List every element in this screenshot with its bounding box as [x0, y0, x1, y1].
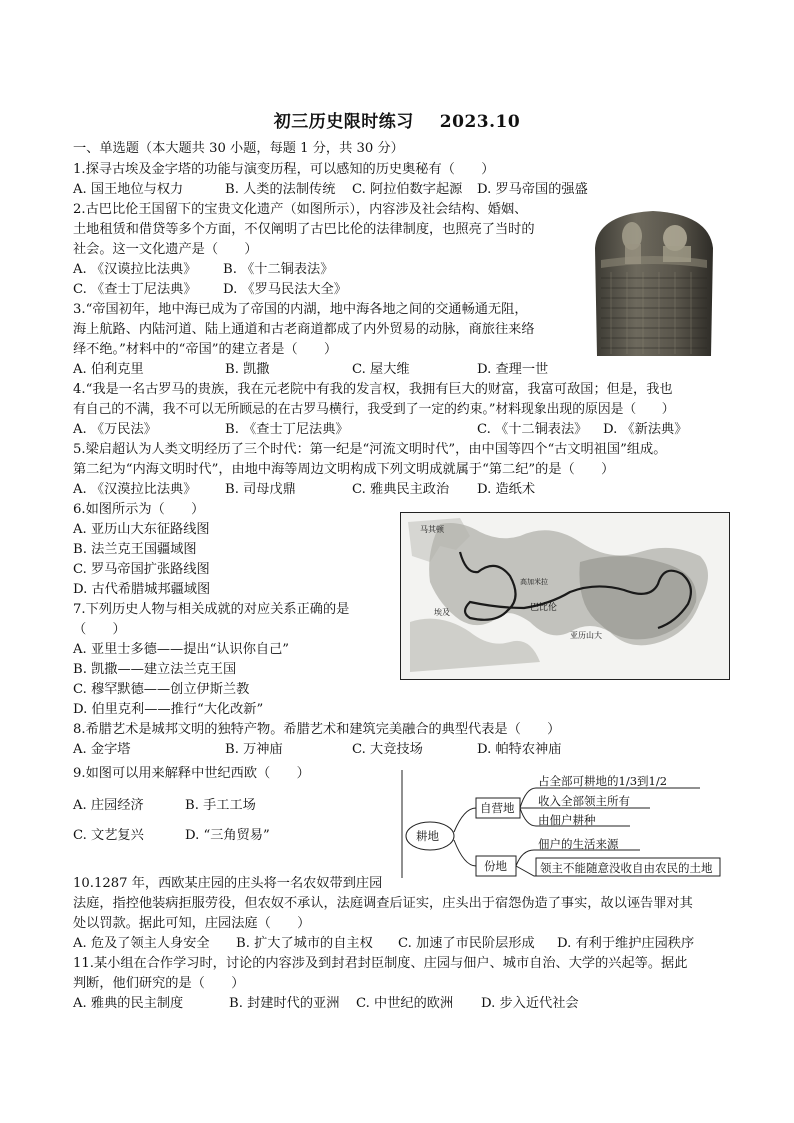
q3-option-a[interactable]: A. 伯利克里	[73, 362, 144, 377]
q4-option-a[interactable]: A. 《万民法》	[73, 422, 157, 437]
diagram-demesne-farmed: 由佃户耕种	[538, 813, 596, 827]
q5-option-a[interactable]: A. 《汉漠拉比法典》	[73, 482, 197, 497]
alexander-campaign-map	[400, 512, 730, 680]
diagram-tenancy-livelihood: 佃户的生活来源	[538, 837, 619, 851]
diagram-node-demesne: 自营地	[480, 801, 515, 815]
diagram-root: 耕地	[416, 829, 439, 843]
map-label-route: 亚历山大	[570, 631, 602, 640]
section-heading: 一、单选题（本大题共 30 小题，每题 1 分，共 30 分）	[73, 141, 404, 156]
q4-line-2: 有自己的不满，我不可以无所顾忌的在古罗马横行，我受到了一定的约束。”材料现象出现的原因是（ ）	[73, 402, 675, 417]
title-text: 初三历史限时练习	[273, 112, 414, 132]
q9-stem: 9.如图可以用来解释中世纪西欧（ ）	[73, 766, 310, 781]
q1-option-a[interactable]: A. 国王地位与权力	[73, 182, 184, 197]
q7-option-b[interactable]: B. 凯撒——建立法兰克王国	[73, 662, 237, 677]
q10-option-d[interactable]: D. 有利于维护庄园秩序	[557, 936, 695, 951]
q8-option-c[interactable]: C. 大竞技场	[352, 742, 423, 757]
q4-option-c[interactable]: C. 《十二铜表法》	[477, 422, 588, 437]
q7-option-c[interactable]: C. 穆罕默德——创立伊斯兰教	[73, 682, 250, 697]
diagram-demesne-share: 占全部可耕地的1/3到1/2	[538, 774, 668, 788]
q7-line-1: 7.下列历史人物与相关成就的对应关系正确的是	[73, 602, 350, 617]
q7-line-2: （ ）	[73, 622, 126, 637]
q10-line-3: 处以罚款。据此可知，庄园法庭（ ）	[73, 916, 311, 931]
q2-line-1: 2.古巴比伦王国留下的宝贵文化遗产（如图所示），内容涉及社会结构、婚姻、	[73, 202, 528, 217]
q8-option-a[interactable]: A. 金字塔	[73, 742, 131, 757]
q11-option-b[interactable]: B. 封建时代的亚洲	[229, 996, 340, 1011]
q6-option-a[interactable]: A. 亚历山大东征路线图	[73, 522, 210, 537]
q9-option-c[interactable]: C. 文艺复兴	[73, 828, 144, 843]
q1-option-c[interactable]: C. 阿拉伯数字起源	[352, 182, 463, 197]
q10-line-1: 10.1287 年，西欧某庄园的庄头将一名农奴带到庄园	[73, 876, 383, 891]
q2-line-2: 土地租赁和借贷等多个方面，不仅阐明了古巴比伦的法律制度，也照亮了当时的	[73, 222, 535, 237]
q6-option-b[interactable]: B. 法兰克王国疆域图	[73, 542, 197, 557]
q5-line-2: 第二纪为“内海文明时代”，由地中海等周边文明构成下列文明成就属于“第二纪”的是（ ）	[73, 462, 615, 477]
q6-option-c[interactable]: C. 罗马帝国扩张路线图	[73, 562, 210, 577]
q3-line-1: 3.“帝国初年，地中海已成为了帝国的内湖，地中海各地之间的交通畅通无阻，	[73, 302, 528, 317]
q4-line-1: 4.“我是一名古罗马的贵族，我在元老院中有我的发言权，我拥有巨大的财富，我富可敌国；但是，我也	[73, 382, 673, 397]
q2-option-a[interactable]: A. 《汉谟拉比法典》	[73, 262, 197, 277]
manor-land-diagram	[400, 770, 730, 880]
q1-option-d[interactable]: D. 罗马帝国的强盛	[477, 182, 588, 197]
q1-stem: 1.探寻古埃及金字塔的功能与演变历程，可以感知的历史奥秘有（ ）	[73, 162, 495, 177]
q3-line-3: 绎不绝。”材料中的“帝国”的建立者是（ ）	[73, 342, 338, 357]
map-label-babylon: 巴比伦	[530, 603, 558, 613]
q6-stem: 6.如图所示为（ ）	[73, 502, 205, 517]
q10-option-a[interactable]: A. 危及了领主人身安全	[73, 936, 210, 951]
q2-option-b[interactable]: B. 《十二铜表法》	[223, 262, 334, 277]
q11-option-a[interactable]: A. 雅典的民主制度	[73, 996, 184, 1011]
page-title	[0, 107, 794, 132]
q9-option-d[interactable]: D. “三角贸易”	[185, 828, 270, 843]
q5-line-1: 5.梁启超认为人类文明经历了三个时代：第一纪是“河流文明时代”，由中国等四个“古文明祖国”组成。	[73, 442, 667, 457]
q7-option-d[interactable]: D. 伯里克利——推行“大化改新”	[73, 702, 264, 717]
map-label-macedonia: 马其顿	[420, 525, 444, 534]
title-date: 2023.10	[439, 112, 521, 132]
diagram-tenancy-rule: 领主不能随意没收自由农民的土地	[540, 861, 713, 875]
hammurabi-stele-image	[587, 208, 720, 357]
q3-option-c[interactable]: C. 屋大维	[352, 362, 410, 377]
q4-option-d[interactable]: D. 《新法典》	[603, 422, 688, 437]
q3-option-d[interactable]: D. 查理一世	[477, 362, 549, 377]
q3-line-2: 海上航路、内陆河道、陆上通道和古老商道都成了内外贸易的动脉，商旅往来络	[73, 322, 535, 337]
q10-line-2: 法庭，指控他装病拒服劳役，但农奴不承认，法庭调查后证实，庄头出于宿怨伪造了事实，故以诬告罪对其	[73, 896, 693, 911]
q1-option-b[interactable]: B. 人类的法制传统	[225, 182, 336, 197]
q10-option-c[interactable]: C. 加速了市民阶层形成	[398, 936, 535, 951]
diagram-demesne-income: 收入全部领主所有	[538, 794, 630, 808]
q6-option-d[interactable]: D. 古代希腊城邦疆域图	[73, 582, 211, 597]
q10-option-b[interactable]: B. 扩大了城市的自主权	[236, 936, 373, 951]
q9-option-b[interactable]: B. 手工工场	[185, 798, 256, 813]
q8-option-d[interactable]: D. 帕特农神庙	[477, 742, 562, 757]
map-label-gaugamela: 高加米拉	[520, 578, 548, 586]
diagram-node-tenancy: 份地	[484, 859, 507, 873]
q11-line-1: 11.某小组在合作学习时，讨论的内容涉及到封君封臣制度、庄园与佃户、城市自治、大学的兴起等。据此	[73, 956, 688, 971]
q8-stem: 8.希腊艺术是城邦文明的独特产物。希腊艺术和建筑完美融合的典型代表是（ ）	[73, 722, 561, 737]
q2-option-d[interactable]: D. 《罗马民法大全》	[223, 282, 347, 297]
q9-option-a[interactable]: A. 庄园经济	[73, 798, 144, 813]
q7-option-a[interactable]: A. 亚里士多德——提出“认识你自己”	[73, 642, 290, 657]
q11-option-c[interactable]: C. 中世纪的欧洲	[356, 996, 454, 1011]
q2-option-c[interactable]: C. 《查士丁尼法典》	[73, 282, 197, 297]
q11-line-2: 判断，他们研究的是（ ）	[73, 976, 245, 991]
q4-option-b[interactable]: B. 《查士丁尼法典》	[225, 422, 349, 437]
q2-line-3: 社会。这一文化遗产是（ ）	[73, 242, 258, 257]
q3-option-b[interactable]: B. 凯撒	[225, 362, 270, 377]
q5-option-c[interactable]: C. 雅典民主政治	[352, 482, 450, 497]
q11-option-d[interactable]: D. 步入近代社会	[481, 996, 579, 1011]
q5-option-b[interactable]: B. 司母戊鼎	[225, 482, 296, 497]
q5-option-d[interactable]: D. 造纸术	[477, 482, 536, 497]
q8-option-b[interactable]: B. 万神庙	[225, 742, 283, 757]
map-label-egypt: 埃及	[434, 608, 450, 617]
